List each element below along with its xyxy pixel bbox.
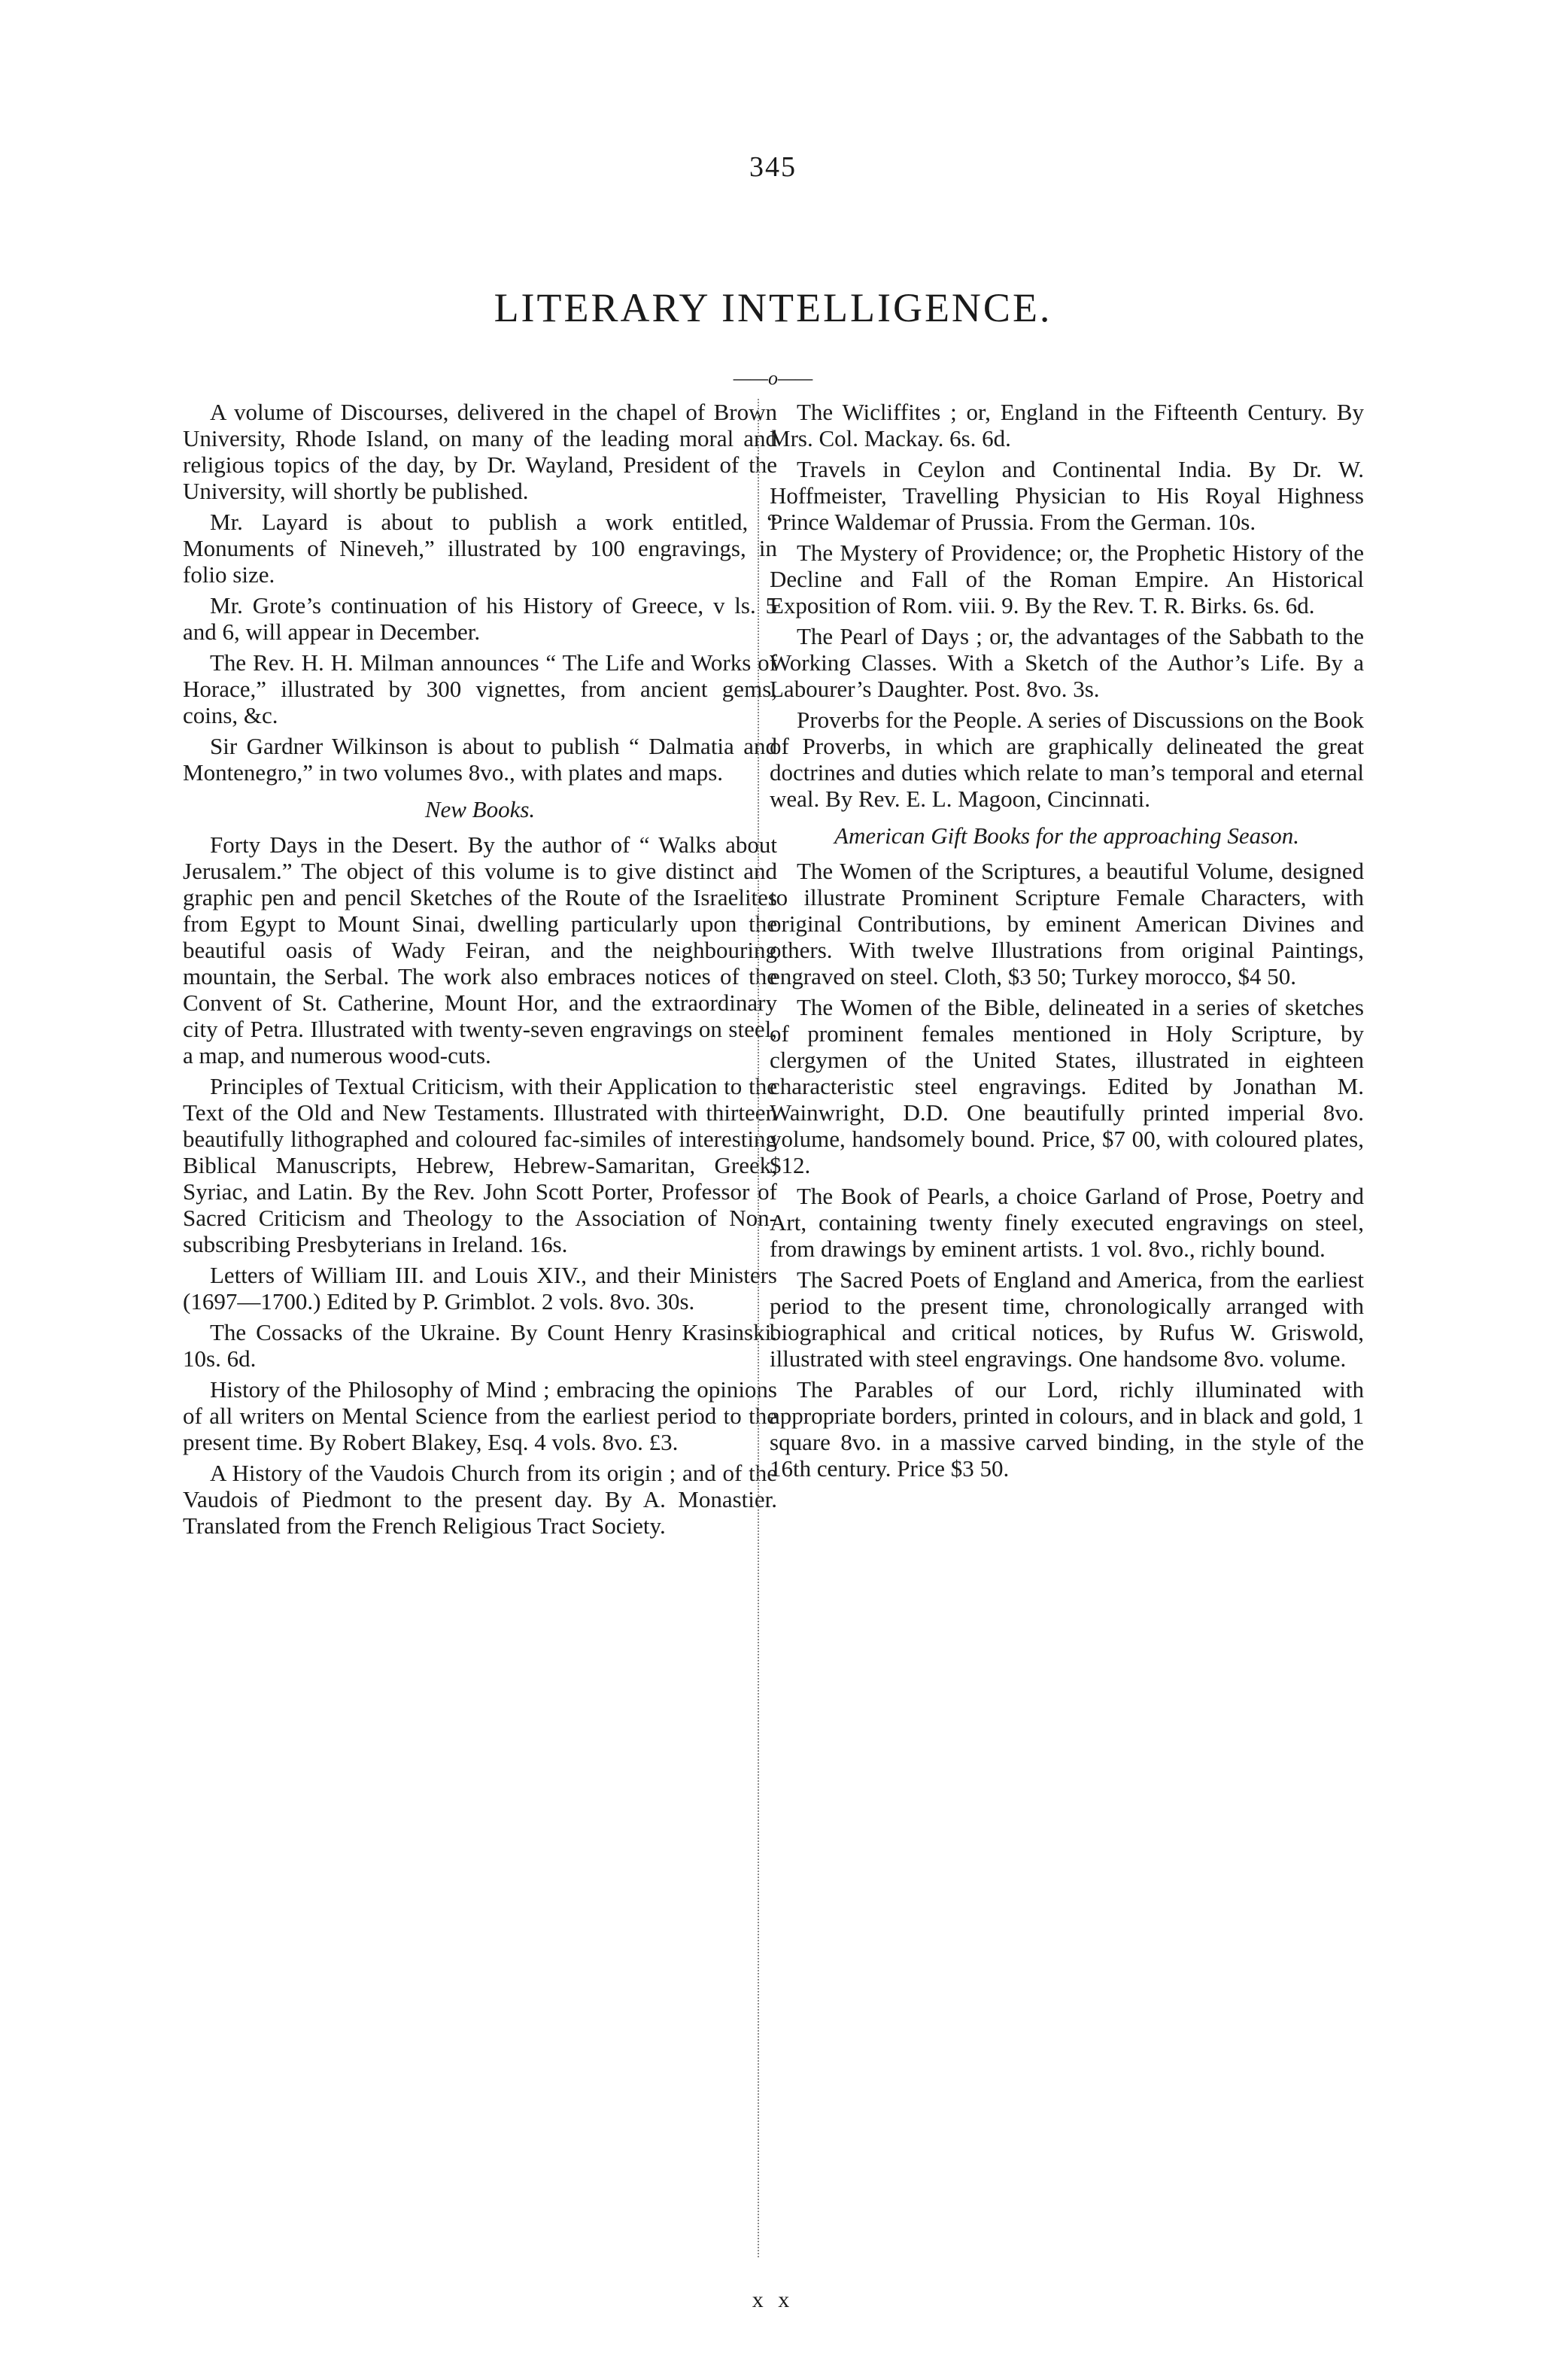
paragraph: A volume of Discourses, delivered in the chapel of Brown University, Rhode Island, on many of the leading moral and religious topics of the day, by Dr. Wayland, President of the University, will shortly be published. (183, 399, 777, 504)
left-column (183, 399, 777, 1543)
right-column (770, 399, 1364, 1486)
paragraph: The Wicliffites ; or, England in the Fifteenth Century. By Mrs. Col. Mackay. 6s. 6d. (770, 399, 1364, 451)
paragraph: Letters of William III. and Louis XIV., and their Ministers (1697—1700.) Edited by P. Grimblot. 2 vols. 8vo. 30s. (183, 1262, 777, 1315)
paragraph: The Parables of our Lord, richly illuminated with appropriate borders, printed in colours, and in black and gold, 1 square 8vo. in a massive carved binding, in the style of the 16th century. Price $3 50. (770, 1376, 1364, 1482)
paragraph: The Women of the Scriptures, a beautiful Volume, designed to illustrate Prominent Scripture Female Characters, with original Contributions, by eminent American Divines and others. With twelve Illustrations from original Paintings, engraved on steel. Cloth, $3 50; Turkey morocco, $4 50. (770, 858, 1364, 989)
paragraph: The Women of the Bible, delineated in a series of sketches of prominent females mentioned in Holy Scripture, by clergymen of the United States, illustrated in eighteen characteristic steel engravings. Edited by Jonathan M. Wainwright, D.D. One beautifully printed imperial 8vo. volume, handsomely bound. Price, $7 00, with coloured plates, $12. (770, 994, 1364, 1178)
paragraph: Mr. Grote’s continuation of his History of Greece, v ls. 5 and 6, will appear in December. (183, 592, 777, 645)
title-ornament: ——o—— (733, 367, 813, 389)
section-heading-american-gift-books: American Gift Books for the approaching Season. (834, 822, 1299, 849)
paragraph: The Mystery of Providence; or, the Prophetic History of the Decline and Fall of the Roman Empire. An Historical Exposition of Rom. viii. 9. By the Rev. T. R. Birks. 6s. 6d. (770, 540, 1364, 619)
paragraph: Mr. Layard is about to publish a work entitled, “ Monuments of Nineveh,” illustrated by 100 engravings, in folio size. (183, 509, 777, 588)
page-title: LITERARY INTELLIGENCE. (494, 285, 1052, 330)
page-number: 345 (749, 151, 797, 183)
paragraph: A History of the Vaudois Church from its origin ; and of the Vaudois of Piedmont to the present day. By A. Monastier. Translated from the French Religious Tract Society. (183, 1460, 777, 1539)
paragraph: The Rev. H. H. Milman announces “ The Life and Works of Horace,” illustrated by 300 vignettes, from ancient gems, coins, &c. (183, 649, 777, 728)
paragraph: Proverbs for the People. A series of Discussions on the Book of Proverbs, in which are graphically delineated the great doctrines and duties which relate to man’s temporal and eternal weal. By Rev. E. L. Magoon, Cincinnati. (770, 707, 1364, 812)
paragraph: The Sacred Poets of England and America, from the earliest period to the present time, chronologically arranged with biographical and critical notices, by Rufus W. Griswold, illustrated with steel engravings. One handsome 8vo. volume. (770, 1266, 1364, 1372)
signature-mark: x x (752, 2287, 794, 2312)
paragraph: The Pearl of Days ; or, the advantages of the Sabbath to the Working Classes. With a Sketch of the Author’s Life. By a Labourer’s Daughter. Post. 8vo. 3s. (770, 623, 1364, 702)
column-divider (758, 399, 759, 2257)
paragraph: Principles of Textual Criticism, with their Application to the Text of the Old and New Testaments. Illustrated with thirteen beautifully lithographed and coloured fac-similes of interesting Biblical Manuscripts, Hebrew, Hebrew-Samaritan, Greek, Syriac, and Latin. By the Rev. John Scott Porter, Professor of Sacred Criticism and Theology to the Association of Non-subscribing Presbyterians in Ireland. 16s. (183, 1073, 777, 1257)
paragraph: Travels in Ceylon and Continental India. By Dr. W. Hoffmeister, Travelling Physician to His Royal Highness Prince Waldemar of Prussia. From the German. 10s. (770, 456, 1364, 535)
paragraph: Forty Days in the Desert. By the author of “ Walks about Jerusalem.” The object of this volume is to give distinct and graphic pen and pencil Sketches of the Route of the Israelites from Egypt to Mount Sinai, dwelling particularly upon the beautiful oasis of Wady Feiran, and the neighbouring mountain, the Serbal. The work also embraces notices of the Convent of St. Catherine, Mount Hor, and the extraordinary city of Petra. Illustrated with twenty-seven engravings on steel, a map, and numerous wood-cuts. (183, 831, 777, 1068)
paragraph: The Book of Pearls, a choice Garland of Prose, Poetry and Art, containing twenty finely executed engravings on steel, from drawings by eminent artists. 1 vol. 8vo., richly bound. (770, 1183, 1364, 1262)
paragraph: The Cossacks of the Ukraine. By Count Henry Krasinski. 10s. 6d. (183, 1319, 777, 1372)
section-heading-new-books: New Books. (424, 796, 536, 822)
paragraph: History of the Philosophy of Mind ; embracing the opinions of all writers on Mental Science from the earliest period to the present time. By Robert Blakey, Esq. 4 vols. 8vo. £3. (183, 1376, 777, 1455)
paragraph: Sir Gardner Wilkinson is about to publish “ Dalmatia and Montenegro,” in two volumes 8vo., with plates and maps. (183, 733, 777, 786)
